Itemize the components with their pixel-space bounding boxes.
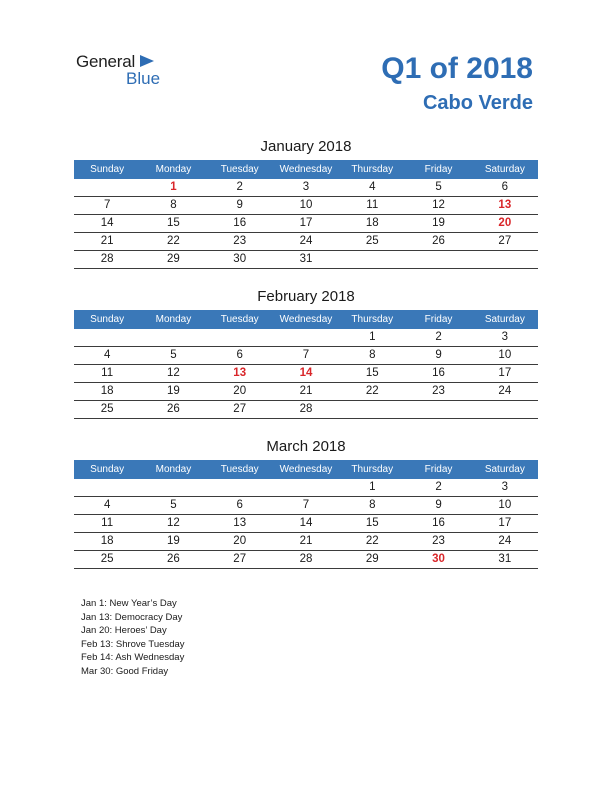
month-calendar-february [74,288,538,419]
holiday-date-cell: 20 [498,217,512,229]
date-cell: 31 [498,553,512,565]
holiday-list [81,597,185,679]
week-row [74,365,538,383]
date-cell: 5 [170,349,177,361]
date-cell: 6 [501,181,509,193]
date-cell: 22 [167,235,180,247]
date-cell: 18 [100,385,114,397]
month-calendar-january [74,138,538,269]
date-cell: 5 [435,181,442,193]
date-cell: 27 [498,235,512,247]
week-row [74,179,538,197]
date-cell: 31 [299,253,313,265]
week-row [74,479,538,497]
date-cell: 24 [498,385,512,397]
date-cell: 2 [236,181,243,193]
logo-flag-icon [140,55,154,67]
date-cell: 26 [167,403,180,415]
weekday-header: Monday [155,464,192,475]
date-cell [472,251,538,268]
date-cell [74,179,140,196]
date-cell: 26 [167,553,180,565]
holiday-date-cell: 14 [299,367,313,379]
date-cell: 8 [170,199,177,211]
weekday-header: Tuesday [220,464,259,475]
date-cell: 16 [432,517,445,529]
holiday-list-item: Mar 30: Good Friday [81,665,169,677]
date-cell: 9 [435,499,442,511]
date-cell [140,479,206,496]
date-cell: 22 [365,535,379,547]
month-title: January 2018 [260,138,352,155]
date-cell: 10 [498,499,512,511]
date-cell: 20 [233,385,247,397]
date-cell: 24 [498,535,512,547]
month-calendar-march [74,438,538,569]
date-cell: 2 [435,331,442,343]
date-cell: 12 [432,199,445,211]
date-cell [339,401,405,418]
date-cell: 25 [365,235,379,247]
weekday-header: Friday [424,164,453,175]
weekday-header: Sunday [90,314,125,325]
date-cell [74,479,140,496]
date-cell: 30 [233,253,247,265]
week-row [74,497,538,515]
week-row [74,233,538,251]
date-cell: 29 [365,553,379,565]
date-cell [273,329,339,346]
weekday-header: Thursday [351,464,394,475]
date-cell [207,479,273,496]
date-cell: 8 [369,499,376,511]
date-cell [207,329,273,346]
date-cell: 11 [101,367,114,379]
date-cell: 3 [501,481,509,493]
date-cell [472,401,538,418]
date-cell: 21 [100,235,114,247]
date-cell: 16 [432,367,445,379]
week-row [74,197,538,215]
week-row [74,515,538,533]
date-cell: 28 [299,403,313,415]
date-cell [74,329,140,346]
date-cell: 26 [432,235,445,247]
date-cell: 25 [100,553,114,565]
date-cell: 5 [170,499,177,511]
date-cell: 19 [167,535,180,547]
holiday-date-cell: 1 [170,181,177,193]
date-cell: 4 [103,499,111,511]
week-row [74,383,538,401]
weekday-header: Friday [424,314,453,325]
week-row [74,533,538,551]
date-cell: 25 [100,403,114,415]
date-cell: 1 [369,481,376,493]
week-row [74,215,538,233]
date-cell: 24 [299,235,313,247]
date-cell: 4 [369,181,376,193]
week-row [74,551,538,569]
date-cell: 23 [233,235,247,247]
weekday-header: Tuesday [220,314,259,325]
date-cell: 17 [498,517,512,529]
weekday-header: Thursday [351,314,394,325]
logo-word-blue: Blue [126,69,161,88]
weekday-header: Sunday [90,464,125,475]
date-cell: 3 [501,331,509,343]
date-cell: 27 [233,553,247,565]
holiday-date-cell: 30 [432,553,445,565]
date-cell: 18 [365,217,379,229]
date-cell [273,479,339,496]
weekday-header: Wednesday [279,164,333,175]
date-cell: 17 [498,367,512,379]
date-cell: 12 [167,367,180,379]
holiday-date-cell: 13 [498,199,512,211]
date-cell: 6 [236,499,243,511]
date-cell: 11 [101,517,114,529]
holiday-date-cell: 13 [233,367,247,379]
date-cell: 17 [299,217,313,229]
date-cell: 22 [365,385,379,397]
date-cell: 7 [302,499,310,511]
date-cell: 14 [100,217,114,229]
weekday-header-row [74,460,538,479]
date-cell: 2 [435,481,442,493]
month-title: February 2018 [257,288,355,305]
holiday-list-item: Feb 13: Shrove Tuesday [81,638,185,650]
date-cell: 15 [365,367,379,379]
general-blue-logo [76,52,176,92]
date-cell [339,251,405,268]
date-cell: 29 [167,253,180,265]
date-cell: 23 [432,535,445,547]
date-cell: 15 [365,517,379,529]
holiday-list-item: Jan 13: Democracy Day [81,611,183,623]
date-cell: 23 [432,385,445,397]
date-cell: 4 [103,349,111,361]
date-cell: 9 [435,349,442,361]
weekday-header-row [74,160,538,179]
weekday-header: Wednesday [279,464,333,475]
date-cell [140,329,206,346]
date-cell: 14 [299,517,313,529]
holiday-list-item: Feb 14: Ash Wednesday [81,652,185,664]
date-cell: 8 [369,349,376,361]
date-cell: 19 [167,385,180,397]
date-cell: 10 [498,349,512,361]
weekday-header: Tuesday [220,164,259,175]
quarter-title: Q1 of 2018 [381,52,533,85]
week-row [74,401,538,419]
date-cell: 18 [100,535,114,547]
date-cell: 21 [299,535,313,547]
weekday-header: Saturday [484,164,525,175]
date-cell [405,401,471,418]
date-cell: 12 [167,517,180,529]
date-cell: 7 [302,349,310,361]
date-cell: 27 [233,403,247,415]
holiday-list-item: Jan 1: New Year’s Day [81,598,177,609]
weekday-header: Saturday [484,464,525,475]
weekday-header: Thursday [351,164,394,175]
date-cell: 7 [103,199,111,211]
week-row [74,251,538,269]
date-cell: 13 [233,517,247,529]
date-cell: 11 [366,199,379,211]
date-cell: 3 [302,181,310,193]
weekday-header-row [74,310,538,329]
weekday-header: Saturday [484,314,525,325]
date-cell: 1 [369,331,376,343]
week-row [74,347,538,365]
country-name: Cabo Verde [422,92,533,114]
date-cell: 9 [236,199,243,211]
date-cell: 19 [432,217,445,229]
date-cell: 16 [233,217,247,229]
week-row [74,329,538,347]
holiday-list-item: Jan 20: Heroes’ Day [81,625,167,637]
weekday-header: Monday [155,164,192,175]
date-cell: 6 [236,349,243,361]
date-cell: 10 [299,199,313,211]
date-cell [405,251,471,268]
date-cell: 21 [299,385,313,397]
weekday-header: Monday [155,314,192,325]
weekday-header: Sunday [90,164,125,175]
date-cell: 28 [100,253,114,265]
date-cell: 28 [299,553,313,565]
weekday-header: Friday [424,464,453,475]
logo-word-general: General [76,52,136,71]
weekday-header: Wednesday [279,314,333,325]
date-cell: 20 [233,535,247,547]
date-cell: 15 [167,217,180,229]
month-title: March 2018 [266,438,346,455]
